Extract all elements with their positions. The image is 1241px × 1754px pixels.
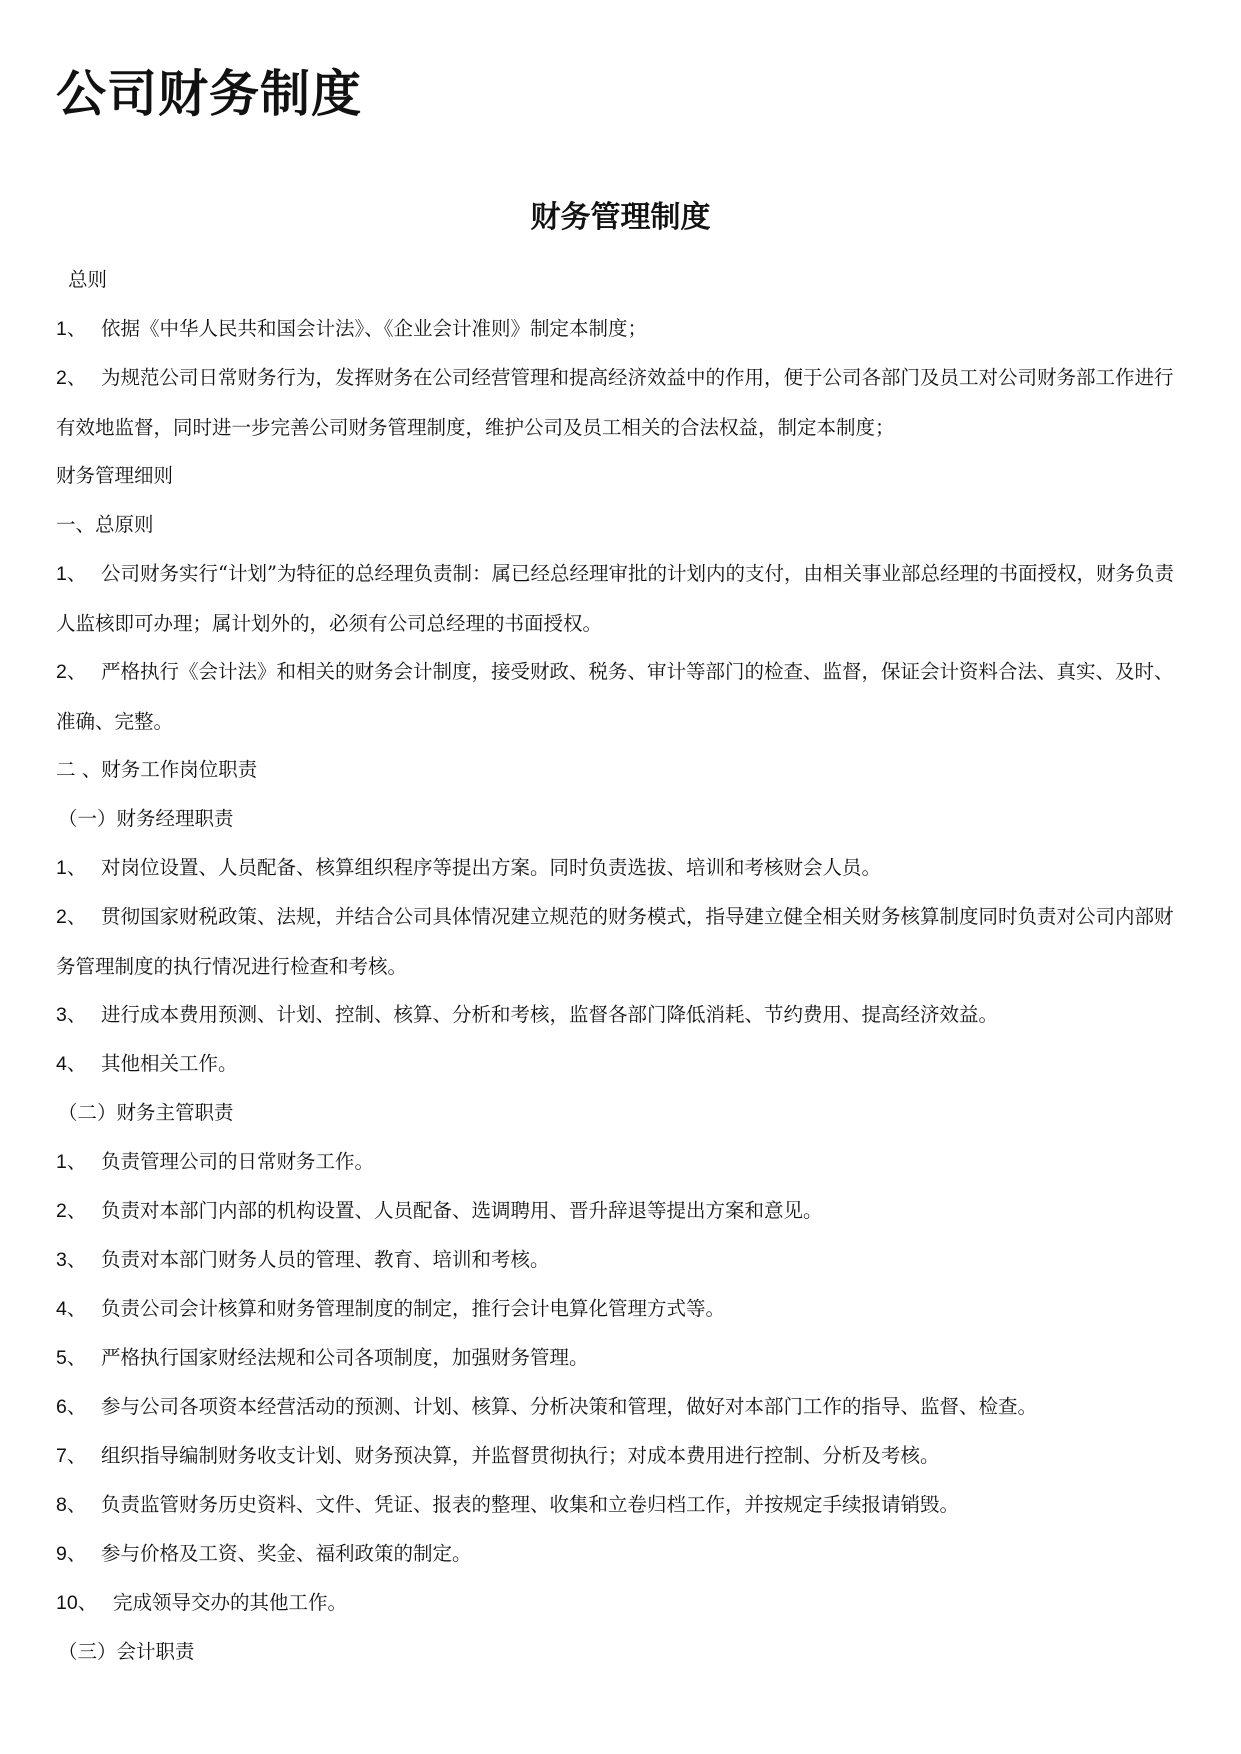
numbered-paragraph xyxy=(56,1235,1191,1284)
numbered-paragraph xyxy=(56,647,1191,745)
heading-paragraph xyxy=(56,451,1191,500)
paragraph-text: （一）财务经理职责 xyxy=(58,807,234,830)
paragraph-text: 依据《中华人民共和国会计法》、《企业会计准则》制定本制度； xyxy=(101,317,648,340)
paragraph-text: 负责监管财务历史资料、文件、凭证、报表的整理、收集和立卷归档工作，并按规定手续报请销毁。 xyxy=(101,1493,960,1516)
numbered-paragraph xyxy=(56,1039,1191,1088)
numbered-paragraph xyxy=(56,1284,1191,1333)
paragraph-number: 10、 xyxy=(56,1592,98,1614)
paragraph-number: 4、 xyxy=(56,1298,87,1320)
paragraph-text: （二）财务主管职责 xyxy=(58,1101,234,1124)
paragraph-text: 完成领导交办的其他工作。 xyxy=(113,1591,348,1614)
numbered-paragraph xyxy=(56,1333,1191,1382)
numbered-paragraph xyxy=(56,990,1191,1039)
heading-paragraph xyxy=(56,1627,1191,1676)
document-body xyxy=(56,255,1191,1676)
numbered-paragraph xyxy=(56,1186,1191,1235)
paragraph-number: 5、 xyxy=(56,1347,87,1369)
paragraph-text: 组织指导编制财务收支计划、财务预决算，并监督贯彻执行；对成本费用进行控制、分析及考核。 xyxy=(101,1444,940,1467)
paragraph-text: 对岗位设置、人员配备、核算组织程序等提出方案。同时负责选拔、培训和考核财会人员。 xyxy=(101,856,882,879)
numbered-paragraph xyxy=(56,843,1191,892)
numbered-paragraph xyxy=(56,1480,1191,1529)
paragraph-number: 1、 xyxy=(56,318,87,340)
paragraph-number: 2、 xyxy=(56,906,87,928)
numbered-paragraph xyxy=(56,353,1191,451)
heading-paragraph xyxy=(56,794,1191,843)
paragraph-text: 负责管理公司的日常财务工作。 xyxy=(101,1150,375,1173)
paragraph-text: （三）会计职责 xyxy=(58,1640,195,1663)
numbered-paragraph xyxy=(56,1529,1191,1578)
document-title: 公司财务制度 xyxy=(56,65,362,123)
paragraph-text: 参与价格及工资、奖金、福利政策的制定。 xyxy=(101,1542,472,1565)
heading-paragraph xyxy=(56,1088,1191,1137)
paragraph-number: 4、 xyxy=(56,1053,87,1075)
numbered-paragraph xyxy=(56,1382,1191,1431)
paragraph-number: 1、 xyxy=(56,857,87,879)
paragraph-number: 6、 xyxy=(56,1396,87,1418)
paragraph-number: 8、 xyxy=(56,1494,87,1516)
paragraph-number: 3、 xyxy=(56,1004,87,1026)
paragraph-number: 2、 xyxy=(56,367,87,389)
paragraph-text: 财务管理细则 xyxy=(56,464,174,487)
paragraph-text: 二 、财务工作岗位职责 xyxy=(56,758,258,781)
paragraph-number: 1、 xyxy=(56,1151,87,1173)
paragraph-text: 其他相关工作。 xyxy=(101,1052,238,1075)
paragraph-number: 7、 xyxy=(56,1445,87,1467)
numbered-paragraph xyxy=(56,1578,1191,1627)
heading-paragraph xyxy=(56,745,1191,794)
numbered-paragraph xyxy=(56,892,1191,990)
paragraph-text: 参与公司各项资本经营活动的预测、计划、核算、分析决策和管理，做好对本部门工作的指导、监督、检查。 xyxy=(101,1395,1038,1418)
numbered-paragraph xyxy=(56,1137,1191,1186)
numbered-paragraph xyxy=(56,549,1191,647)
numbered-paragraph xyxy=(56,1431,1191,1480)
heading-paragraph xyxy=(56,500,1191,549)
heading-paragraph xyxy=(56,255,1191,304)
paragraph-text: 为规范公司日常财务行为，发挥财务在公司经营管理和提高经济效益中的作用，便于公司各部门及员工对公司财务部工作进行有效地监督，同时进一步完善公司财务管理制度，维护公司及员工相关的合法权益，制定本制度； xyxy=(56,366,1174,439)
paragraph-number: 2、 xyxy=(56,1200,87,1222)
paragraph-text: 进行成本费用预测、计划、控制、核算、分析和考核，监督各部门降低消耗、节约费用、提高经济效益。 xyxy=(101,1003,999,1026)
paragraph-text: 一、总原则 xyxy=(56,513,154,536)
paragraph-text: 总则 xyxy=(68,268,108,291)
paragraph-text: 贯彻国家财税政策、法规，并结合公司具体情况建立规范的财务模式，指导建立健全相关财务核算制度同时负责对公司内部财务管理制度的执行情况进行检查和考核。 xyxy=(56,905,1174,978)
paragraph-number: 1、 xyxy=(56,563,87,585)
paragraph-text: 负责对本部门内部的机构设置、人员配备、选调聘用、晋升辞退等提出方案和意见。 xyxy=(101,1199,823,1222)
paragraph-text: 公司财务实行“计划”为特征的总经理负责制：属已经总经理审批的计划内的支付，由相关事业部总经理的书面授权，财务负责人监核即可办理；属计划外的，必须有公司总经理的书面授权。 xyxy=(56,562,1174,635)
paragraph-text: 负责对本部门财务人员的管理、教育、培训和考核。 xyxy=(101,1248,550,1271)
paragraph-text: 负责公司会计核算和财务管理制度的制定，推行会计电算化管理方式等。 xyxy=(101,1297,726,1320)
section-title: 财务管理制度 xyxy=(530,200,711,235)
paragraph-number: 3、 xyxy=(56,1249,87,1271)
numbered-paragraph xyxy=(56,304,1191,353)
paragraph-text: 严格执行《会计法》和相关的财务会计制度，接受财政、税务、审计等部门的检查、监督，保证会计资料合法、真实、及时、准确、完整。 xyxy=(56,660,1174,733)
paragraph-number: 9、 xyxy=(56,1543,87,1565)
paragraph-text: 严格执行国家财经法规和公司各项制度，加强财务管理。 xyxy=(101,1346,589,1369)
paragraph-number: 2、 xyxy=(56,661,87,683)
